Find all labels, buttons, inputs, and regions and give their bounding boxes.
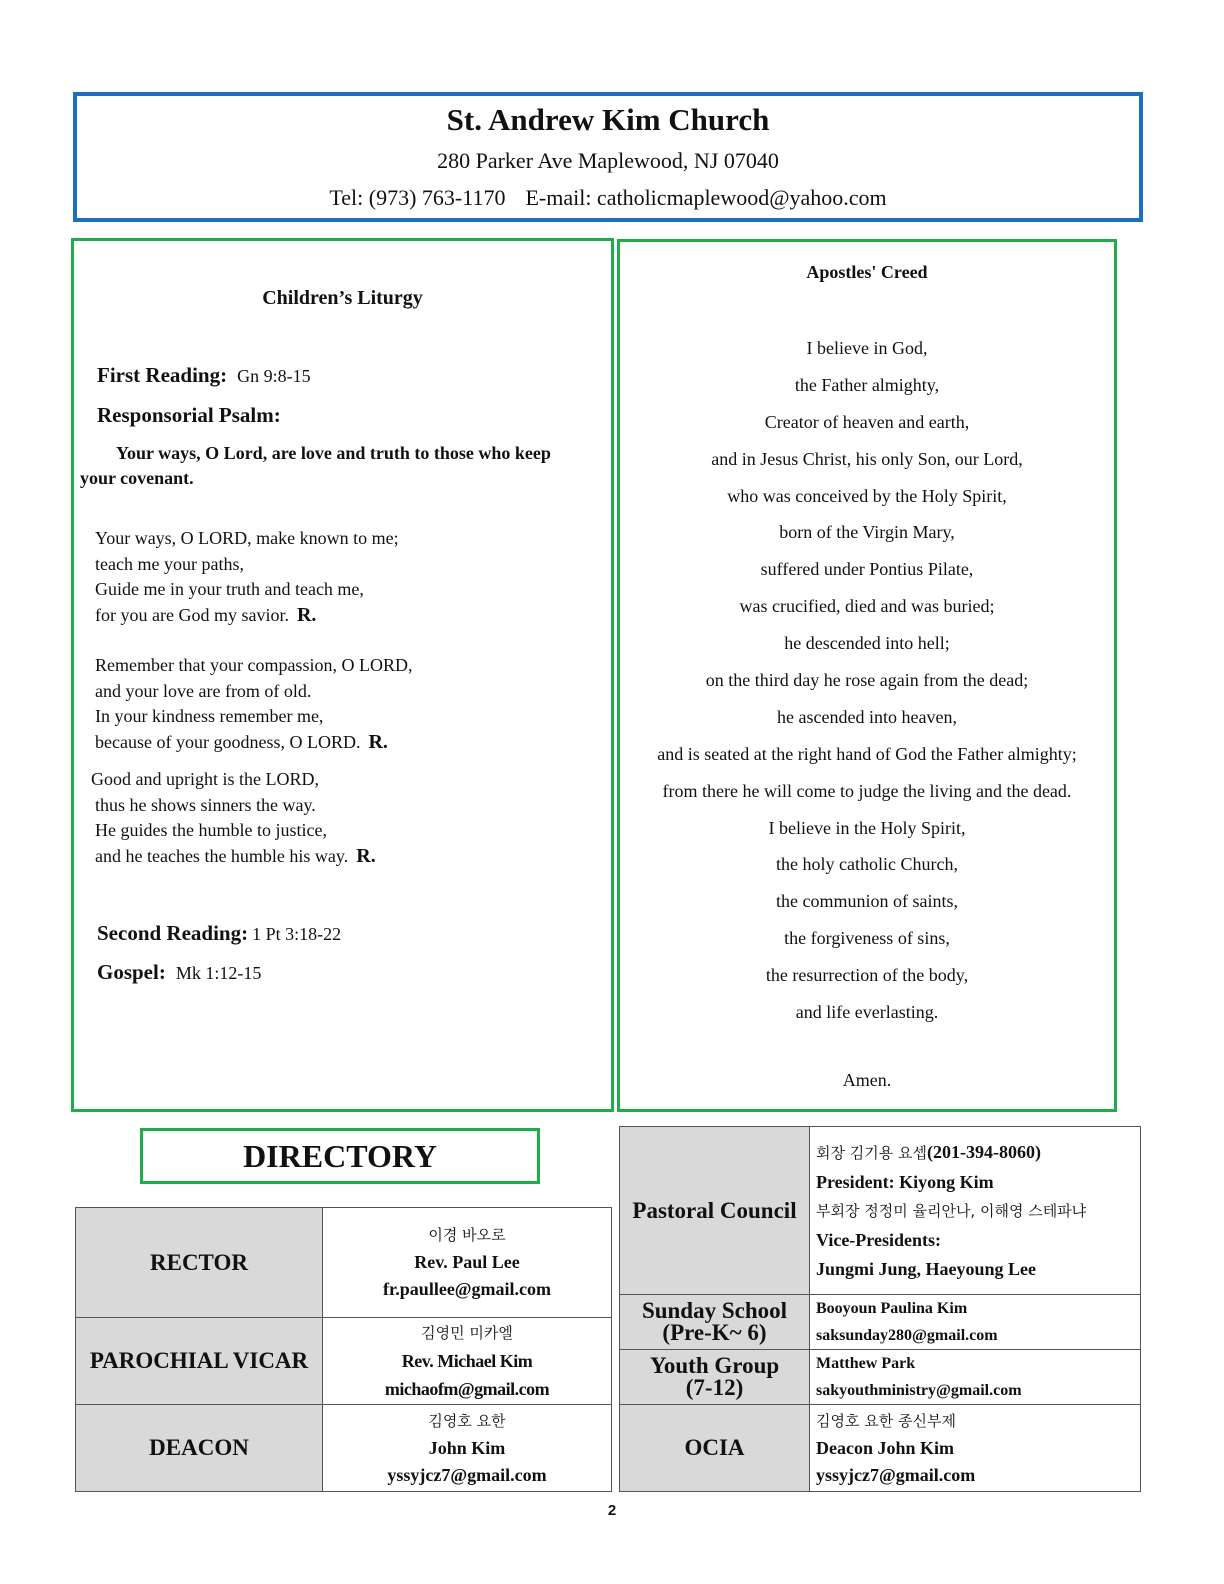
korean-name: 회장 김기용 요셉 (816, 1143, 927, 1162)
church-name: St. Andrew Kim Church (446, 102, 770, 137)
gospel-value: Mk 1:12-15 (175, 963, 262, 983)
second-reading (97, 921, 341, 946)
church-address: 280 Parker Ave Maplewood, NJ 07040 (437, 148, 779, 173)
psalm-stanza-3 (91, 767, 376, 869)
creed-line: suffered under Pontius Pilate, (760, 559, 974, 580)
youth-group-info (810, 1350, 1141, 1405)
stanza-text: and he teaches the humble his way. (95, 845, 349, 866)
creed-line: the communion of saints, (776, 891, 958, 912)
role-line: (7-12) (685, 1375, 744, 1400)
vp-names: Jungmi Jung, Haeyoung Lee (816, 1258, 1037, 1279)
korean-name: 김영호 요한 (428, 1411, 506, 1430)
creed-line: I believe in God, (806, 338, 928, 358)
creed-line: the Father almighty, (794, 374, 940, 395)
ocia-info (810, 1405, 1141, 1492)
pastoral-council-info (810, 1127, 1141, 1295)
creed-title: Apostles' Creed (806, 262, 928, 282)
creed-line: on the third day he rose again from the dead; (705, 670, 1029, 691)
stanza-text: because of your goodness, O LORD. (95, 731, 361, 752)
person-email: yssyjcz7@gmail.com (816, 1464, 976, 1485)
church-email: E-mail: catholicmaplewood@yahoo.com (525, 185, 887, 210)
korean-vp-names: 부회장 정정미 율리안나, 이해영 스테파냐 (816, 1201, 1087, 1220)
table-row (620, 1127, 1141, 1295)
creed-line: born of the Virgin Mary, (779, 522, 955, 543)
creed-text (620, 330, 1114, 1031)
refrain-mark: R. (296, 603, 317, 626)
psalm-stanza-1 (95, 526, 399, 628)
second-reading-value: 1 Pt 3:18-22 (252, 924, 342, 944)
first-reading-value: Gn 9:8-15 (237, 366, 311, 386)
second-reading-label: Second Reading: (97, 921, 249, 945)
creed-line: he descended into hell; (784, 633, 950, 654)
stanza-text: for you are God my savior. (95, 604, 289, 625)
korean-name: 김영호 요한 종신부제 (816, 1411, 956, 1430)
sunday-school-info (810, 1295, 1141, 1350)
creed-line: Creator of heaven and earth, (764, 411, 970, 432)
church-header (73, 92, 1143, 222)
table-row (620, 1295, 1141, 1350)
person-name: Deacon John Kim (816, 1437, 955, 1458)
table-row (620, 1350, 1141, 1405)
stanza-line (91, 844, 376, 870)
stanza-line: Guide me in your truth and teach me, (95, 579, 364, 599)
creed-line: and in Jesus Christ, his only Son, our Lord, (711, 448, 1023, 469)
first-reading-label: First Reading: (97, 363, 228, 387)
creed-line: I believe in the Holy Spirit, (768, 817, 966, 838)
gospel (97, 960, 261, 985)
president-phone: (201-394-8060) (926, 1141, 1041, 1162)
role-line: Sunday School (641, 1298, 788, 1323)
table-row (76, 1318, 612, 1405)
stanza-line: teach me your paths, (95, 553, 244, 574)
stanza-line: thus he shows sinners the way. (95, 794, 316, 815)
role-sunday-school (620, 1295, 810, 1350)
person-name: Rev. Michael Kim (401, 1351, 533, 1371)
page-number: 2 (607, 1502, 617, 1519)
stanza-line: In your kindness remember me, (95, 706, 324, 726)
person-email: yssyjcz7@gmail.com (387, 1464, 547, 1485)
psalm-response (80, 441, 551, 491)
first-reading (97, 363, 311, 388)
stanza-line: Your ways, O LORD, make known to me; (95, 528, 399, 548)
role-rector: RECTOR (76, 1208, 323, 1318)
vicar-info (323, 1318, 612, 1405)
stanza-line (95, 603, 399, 629)
stanza-line: Remember that your compassion, O LORD, (95, 655, 413, 675)
korean-name: 김영민 미카엘 (421, 1324, 513, 1342)
church-contact (77, 185, 1139, 211)
table-row (76, 1208, 612, 1318)
creed-line: was crucified, died and was buried; (739, 596, 995, 617)
stanza-line: and your love are from of old. (95, 680, 312, 701)
directory-title: DIRECTORY (140, 1128, 540, 1184)
gospel-label: Gospel: (97, 960, 166, 984)
role-deacon: DEACON (76, 1405, 323, 1492)
psalm-label: Responsorial Psalm: (97, 403, 281, 427)
creed-line: the resurrection of the body, (765, 965, 969, 986)
person-name: Matthew Park (816, 1355, 916, 1372)
table-row (620, 1405, 1141, 1492)
directory-ministry-table (619, 1126, 1141, 1492)
childrens-liturgy-panel (71, 238, 614, 1112)
role-line: (Pre-K~ 6) (662, 1320, 767, 1345)
creed-line: the holy catholic Church, (776, 854, 958, 875)
liturgy-title: Children’s Liturgy (262, 287, 423, 309)
psalm-stanza-2 (95, 653, 412, 755)
person-name: Rev. Paul Lee (414, 1252, 520, 1272)
role-pastoral-council: Pastoral Council (620, 1127, 810, 1295)
directory-clergy-table (75, 1207, 612, 1492)
creed-line: who was conceived by the Holy Spirit, (727, 485, 1007, 506)
person-email: fr.paullee@gmail.com (382, 1279, 552, 1299)
psalm-response-line1: Your ways, O Lord, are love and truth to those who keep (116, 443, 551, 463)
person-name: Booyoun Paulina Kim (816, 1300, 968, 1317)
person-name: John Kim (428, 1437, 506, 1458)
deacon-info (323, 1405, 612, 1492)
table-row (76, 1405, 612, 1492)
korean-name: 이경 바오로 (428, 1226, 506, 1244)
stanza-line (95, 730, 412, 756)
vp-label: Vice-Presidents: (816, 1229, 941, 1250)
role-youth-group (620, 1350, 810, 1405)
role-parochial-vicar: PAROCHIAL VICAR (76, 1318, 323, 1405)
psalm-response-line2: your covenant. (80, 468, 194, 488)
president-name: President: Kiyong Kim (816, 1171, 994, 1192)
stanza-line: He guides the humble to justice, (95, 820, 327, 840)
role-line: Youth Group (649, 1353, 780, 1378)
refrain-mark: R. (356, 844, 376, 867)
creed-line: from there he will come to judge the living and the dead. (662, 780, 1072, 801)
creed-line: and life everlasting. (795, 1002, 939, 1023)
person-email: sakyouthministry@gmail.com (816, 1382, 1022, 1399)
apostles-creed-panel (617, 239, 1117, 1112)
stanza-line: Good and upright is the LORD, (91, 769, 319, 789)
creed-line: and is seated at the right hand of God the Father almighty; (657, 743, 1077, 764)
church-phone: Tel: (973) 763-1170 (329, 185, 506, 210)
refrain-mark: R. (368, 730, 388, 753)
creed-amen: Amen. (842, 1070, 892, 1090)
role-ocia: OCIA (620, 1405, 810, 1492)
person-email: michaofm@gmail.com (384, 1379, 550, 1399)
rector-info (323, 1208, 612, 1318)
creed-line: the forgiveness of sins, (784, 928, 950, 949)
person-email: saksunday280@gmail.com (816, 1327, 998, 1344)
creed-line: he ascended into heaven, (777, 706, 957, 727)
